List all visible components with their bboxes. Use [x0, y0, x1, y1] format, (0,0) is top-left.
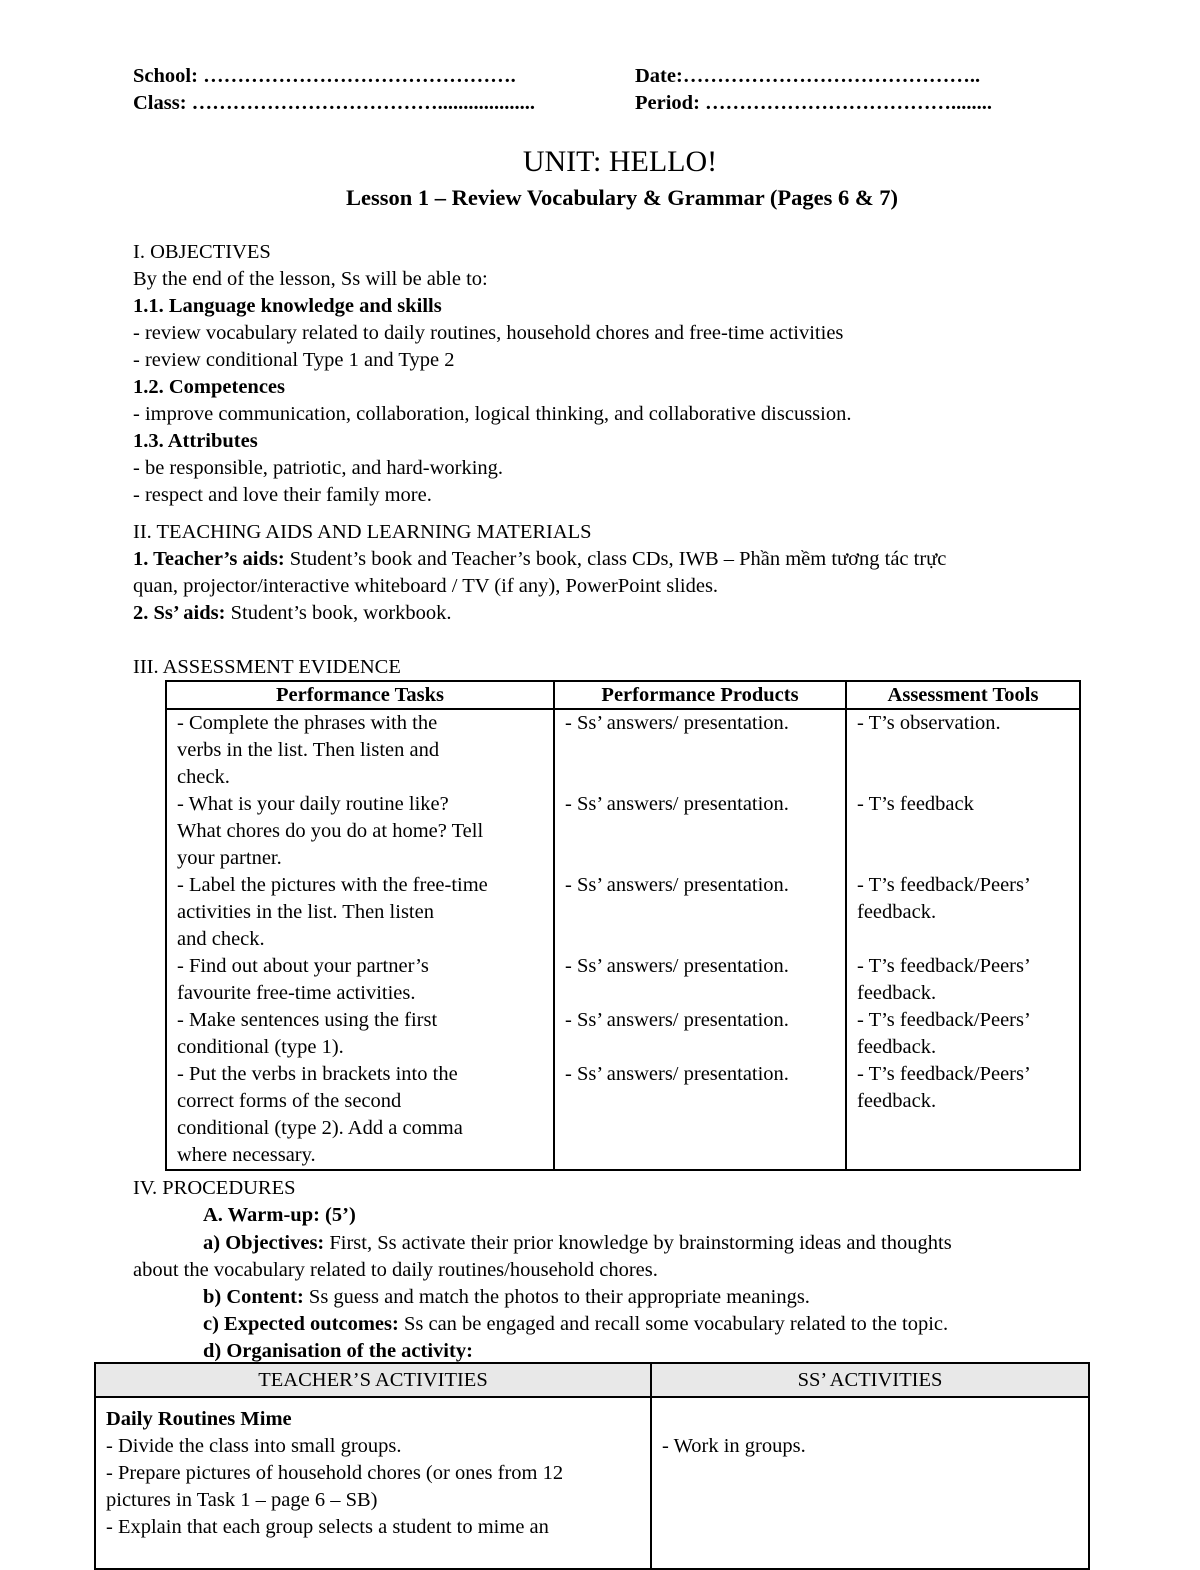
tool-cell — [846, 709, 1080, 791]
class-field — [133, 90, 535, 117]
table-header-row — [95, 1363, 1089, 1397]
date-dots: …………………………………….. — [682, 65, 981, 87]
column-header: Performance Tasks — [166, 681, 554, 709]
tool-line: feedback. — [857, 1090, 937, 1112]
ss-activities-cell — [651, 1397, 1089, 1569]
product-cell — [554, 953, 846, 1007]
column-header: Assessment Tools — [846, 681, 1080, 709]
table-row — [166, 1061, 1080, 1170]
teacher-aids-text: Student’s book and Teacher’s book, class CDs, IWB – Phần mềm tương tác trực — [284, 548, 947, 570]
tool-cell — [846, 1007, 1080, 1061]
product-line: - Ss’ answers/ presentation. — [565, 955, 789, 977]
tool-cell — [846, 791, 1080, 872]
task-line: - Find out about your partner’s — [177, 955, 429, 977]
content-text: Ss guess and match the photos to their appropriate meanings. — [303, 1286, 810, 1308]
product-line: - Ss’ answers/ presentation. — [565, 1063, 789, 1085]
aids-section — [133, 519, 1133, 627]
task-cell — [166, 872, 554, 953]
objectives-item: - improve communication, collaboration, logical thinking, and collaborative discussion. — [133, 403, 852, 425]
task-cell — [166, 709, 554, 791]
activities-table — [94, 1362, 1090, 1570]
task-line: conditional (type 2). Add a comma — [177, 1117, 463, 1139]
task-line: and check. — [177, 928, 265, 950]
school-label: School: — [133, 65, 198, 87]
task-line: correct forms of the second — [177, 1090, 402, 1112]
objectives-text: First, Ss activate their prior knowledge by brainstorming ideas and thoughts — [324, 1232, 952, 1254]
content-label: b) Content: — [203, 1286, 304, 1308]
task-line: - Label the pictures with the free-time — [177, 874, 488, 896]
page-title: UNIT: HELLO! — [522, 145, 718, 178]
task-line: verbs in the list. Then listen and — [177, 739, 440, 761]
activity-line: - Divide the class into small groups. — [106, 1435, 402, 1457]
product-cell — [554, 709, 846, 791]
product-cell — [554, 1007, 846, 1061]
objectives-item: - review vocabulary related to daily routines, household chores and free-time activities — [133, 322, 844, 344]
task-line: where necessary. — [177, 1144, 316, 1166]
column-header: Performance Products — [554, 681, 846, 709]
product-line: - Ss’ answers/ presentation. — [565, 1009, 789, 1031]
tool-line: - T’s feedback/Peers’ — [857, 874, 1031, 896]
table-row — [166, 1007, 1080, 1061]
activity-line: - Explain that each group selects a student to mime an — [106, 1516, 549, 1538]
table-row — [166, 709, 1080, 791]
product-cell — [554, 872, 846, 953]
outcomes-paragraph — [203, 1311, 948, 1338]
tool-line: feedback. — [857, 982, 937, 1004]
tool-cell — [846, 953, 1080, 1007]
tool-cell — [846, 872, 1080, 953]
teacher-activities-cell — [95, 1397, 651, 1569]
objectives-paragraph — [203, 1230, 952, 1257]
task-line: activities in the list. Then listen — [177, 901, 434, 923]
ss-aids-label: 2. Ss’ aids: — [133, 602, 226, 624]
activity-line: pictures in Task 1 – page 6 – SB) — [106, 1489, 378, 1511]
column-header: TEACHER’S ACTIVITIES — [95, 1363, 651, 1397]
activity-line — [662, 1406, 1078, 1433]
activity-title: Daily Routines Mime — [106, 1408, 292, 1430]
table-row — [166, 872, 1080, 953]
task-line: - Put the verbs in brackets into the — [177, 1063, 458, 1085]
tool-line: feedback. — [857, 901, 937, 923]
period-field — [635, 90, 992, 117]
tool-line: - T’s observation. — [857, 712, 1001, 734]
objectives-subheading: 1.3. Attributes — [133, 430, 258, 452]
task-line: - Complete the phrases with the — [177, 712, 438, 734]
objectives-item: - review conditional Type 1 and Type 2 — [133, 349, 455, 371]
assessment-table — [165, 680, 1081, 1171]
task-line: - What is your daily routine like? — [177, 793, 449, 815]
assessment-heading: III. ASSESSMENT EVIDENCE — [133, 656, 401, 678]
content-paragraph — [203, 1284, 810, 1311]
teacher-aids-label: 1. Teacher’s aids: — [133, 548, 285, 570]
activity-line: - Work in groups. — [662, 1435, 806, 1457]
table-header-row — [166, 681, 1080, 709]
objectives-subheading: 1.2. Competences — [133, 376, 286, 398]
tool-line: - T’s feedback — [857, 793, 974, 815]
task-line: What chores do you do at home? Tell — [177, 820, 484, 842]
warmup-heading: A. Warm-up: (5’) — [203, 1204, 356, 1226]
period-dots: ………………………………........ — [699, 92, 993, 114]
tool-cell — [846, 1061, 1080, 1170]
objectives-subheading: 1.1. Language knowledge and skills — [133, 295, 442, 317]
product-line: - Ss’ answers/ presentation. — [565, 712, 789, 734]
table-row — [166, 791, 1080, 872]
table-row — [166, 953, 1080, 1007]
objectives-heading: I. OBJECTIVES — [133, 241, 271, 263]
tool-line: - T’s feedback/Peers’ — [857, 955, 1031, 977]
lesson-subtitle: Lesson 1 – Review Vocabulary & Grammar (Pages 6 & 7) — [345, 185, 899, 210]
objectives-label: a) Objectives: — [203, 1232, 325, 1254]
tool-line: - T’s feedback/Peers’ — [857, 1063, 1031, 1085]
class-dots: ………………………………................... — [186, 92, 536, 114]
product-cell — [554, 791, 846, 872]
date-field — [635, 63, 980, 90]
outcomes-text: Ss can be engaged and recall some vocabulary related to the topic. — [398, 1313, 949, 1335]
aids-heading: II. TEACHING AIDS AND LEARNING MATERIALS — [133, 521, 592, 543]
objectives-intro: By the end of the lesson, Ss will be able to: — [133, 268, 488, 290]
ss-aids-text: Student’s book, workbook. — [225, 602, 452, 624]
product-line: - Ss’ answers/ presentation. — [565, 793, 789, 815]
task-cell — [166, 953, 554, 1007]
objectives-text-continued: about the vocabulary related to daily routines/household chores. — [133, 1259, 658, 1281]
task-line: your partner. — [177, 847, 282, 869]
task-line: - Make sentences using the first — [177, 1009, 438, 1031]
organisation-heading: d) Organisation of the activity: — [203, 1340, 473, 1362]
date-label: Date: — [635, 65, 683, 87]
task-line: check. — [177, 766, 230, 788]
task-cell — [166, 791, 554, 872]
tool-line: - T’s feedback/Peers’ — [857, 1009, 1031, 1031]
ss-aids — [133, 600, 1133, 627]
task-line: favourite free-time activities. — [177, 982, 416, 1004]
objectives-section — [133, 239, 1133, 509]
teacher-aids — [133, 546, 1133, 573]
procedures-heading: IV. PROCEDURES — [133, 1177, 296, 1199]
period-label: Period: — [635, 92, 700, 114]
task-cell — [166, 1061, 554, 1170]
task-line: conditional (type 1). — [177, 1036, 344, 1058]
school-field — [133, 63, 516, 90]
objectives-item: - respect and love their family more. — [133, 484, 432, 506]
tool-line: feedback. — [857, 1036, 937, 1058]
outcomes-label: c) Expected outcomes: — [203, 1313, 399, 1335]
table-row — [95, 1397, 1089, 1569]
column-header: SS’ ACTIVITIES — [651, 1363, 1089, 1397]
objectives-item: - be responsible, patriotic, and hard-working. — [133, 457, 504, 479]
product-cell — [554, 1061, 846, 1170]
class-label: Class: — [133, 92, 187, 114]
school-dots: ………………………………………. — [197, 65, 516, 87]
activity-line: - Prepare pictures of household chores (or ones from 12 — [106, 1462, 564, 1484]
teacher-aids-continued: quan, projector/interactive whiteboard / TV (if any), PowerPoint slides. — [133, 575, 719, 597]
product-line: - Ss’ answers/ presentation. — [565, 874, 789, 896]
task-cell — [166, 1007, 554, 1061]
